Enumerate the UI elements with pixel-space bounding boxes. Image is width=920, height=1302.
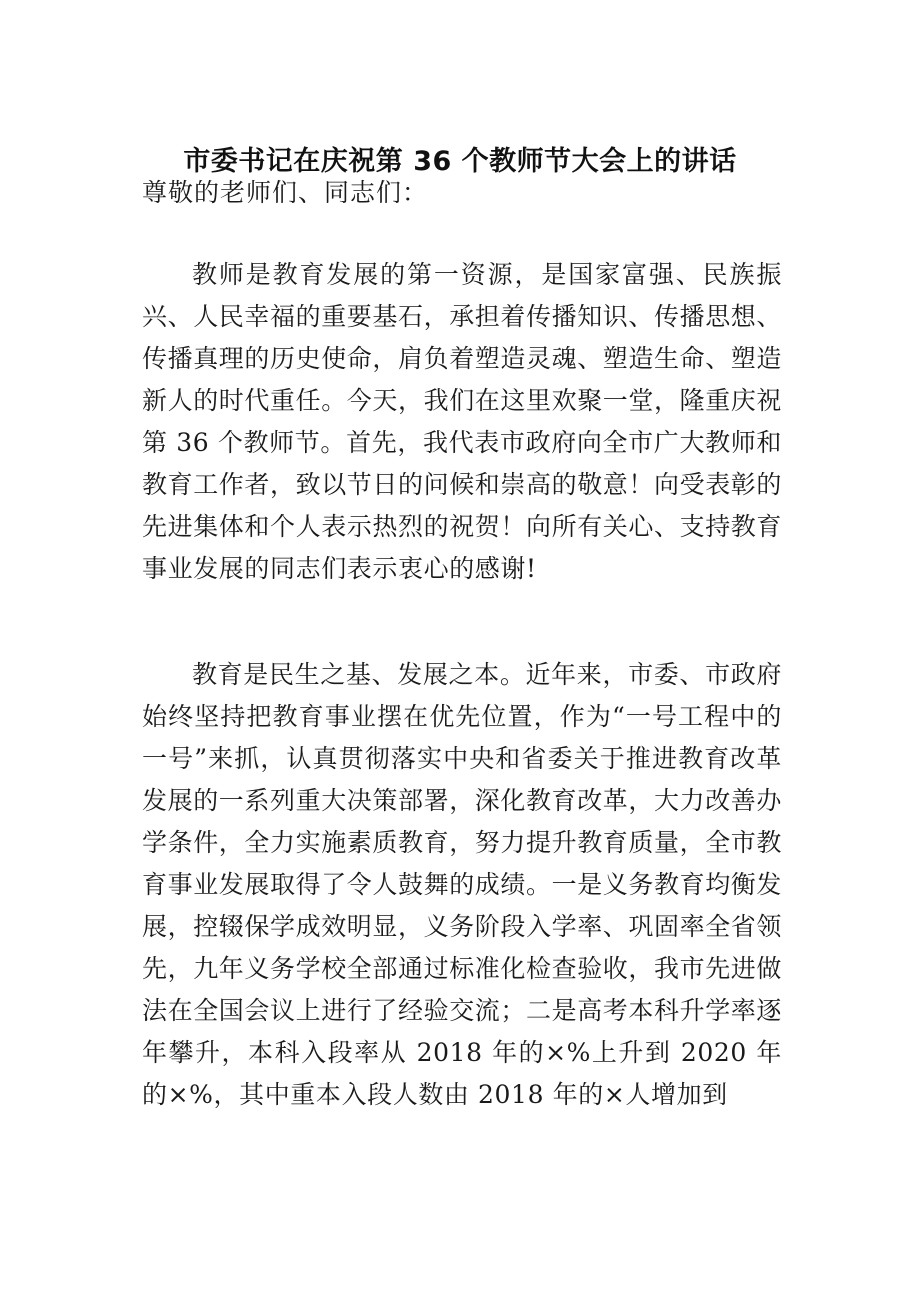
document-title: 市委书记在庆祝第 36 个教师节大会上的讲话 bbox=[183, 146, 737, 177]
paragraph-teachers-role: 教师是教育发展的第一资源，是国家富强、民族振兴、人民幸福的重要基石，承担着传播知识、传播思想、传播真理的历史使命，肩负着塑造灵魂、塑造生命、塑造新人的时代重任。今天，我们在这里欢聚一堂，隆重庆祝第 36 个教师节。首先，我代表市政府向全市广大教师和教育工作者，致以节日的问候和崇高的敬意！向受表彰的先进集体和个人表示热烈的祝贺！向所有关心、支持教育事业发展的同志们表示衷心的感谢! bbox=[142, 260, 783, 583]
salutation: 尊敬的老师们、同志们： bbox=[142, 178, 429, 207]
paragraph-education-achievements: 教育是民生之基、发展之本。近年来，市委、市政府始终坚持把教育事业摆在优先位置，作为“一号工程中的一号”来抓，认真贯彻落实中央和省委关于推进教育改革发展的一系列重大决策部署，深化教育改革，大力改善办学条件，全力实施素质教育，努力提升教育质量，全市教育事业发展取得了令人鼓舞的成绩。一是义务教育均衡发展，控辍保学成效明显，义务阶段入学率、巩固率全省领先，九年义务学校全部通过标准化检查验收，我市先进做法在全国会议上进行了经验交流；二是高考本科升学率逐年攀升，本科入段率从 2018 年的×%上升到 2020 年的×%，其中重本入段人数由 2018 年的×人增加到 bbox=[142, 660, 783, 1109]
